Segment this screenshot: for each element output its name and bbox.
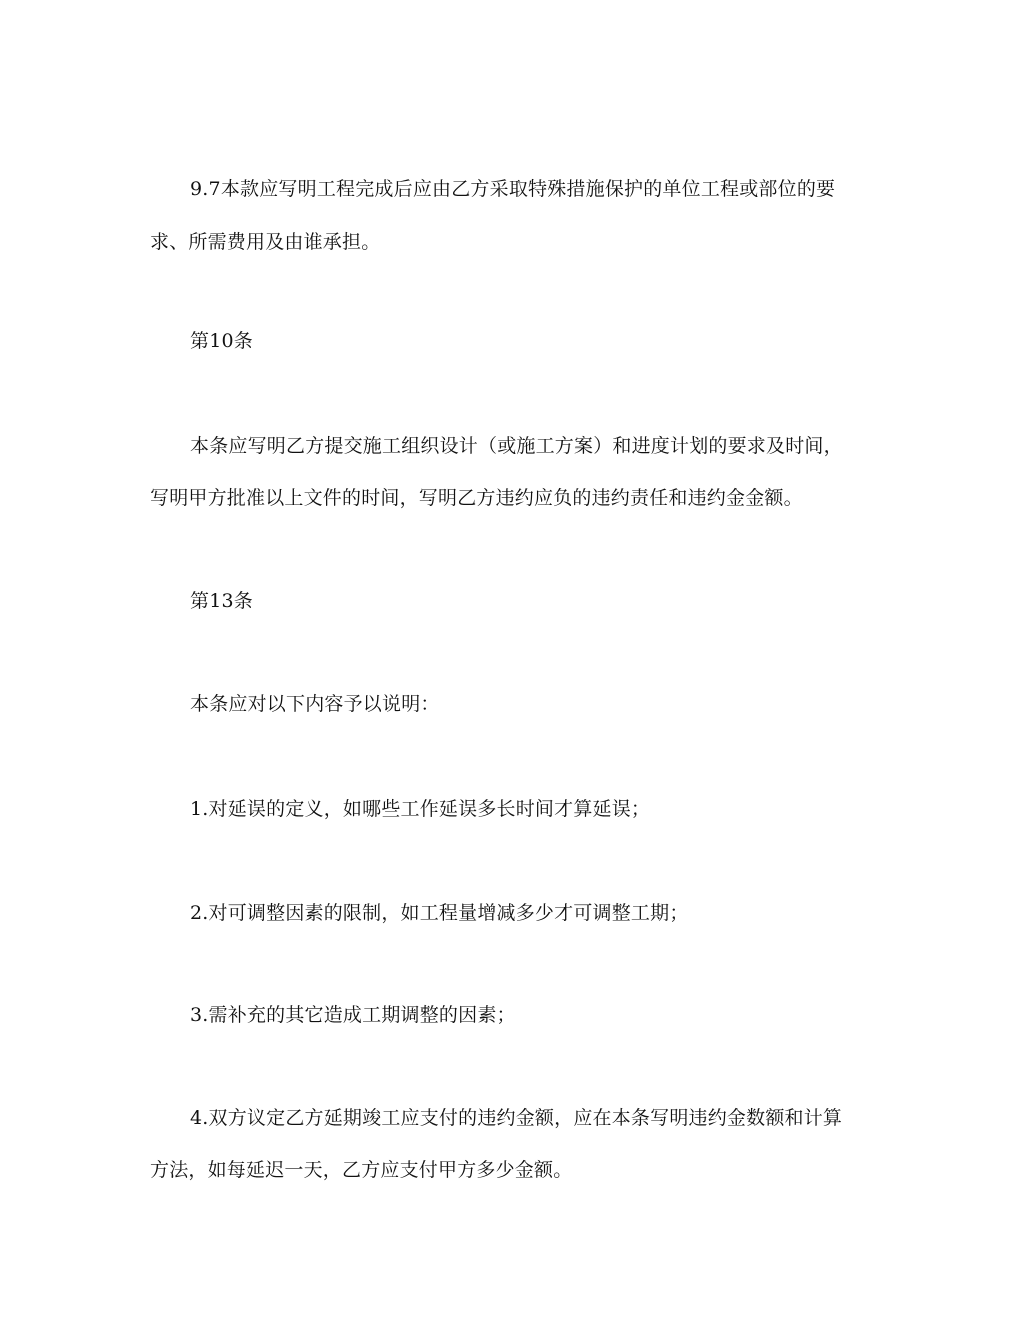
article-10-heading: 第10条 xyxy=(190,330,253,352)
list-item-4-line-1: 4.双方议定乙方延期竣工应支付的违约金额，应在本条写明违约金数额和计算 xyxy=(190,1107,843,1129)
paragraph-9-7-line-1: 9.7本款应写明工程完成后应由乙方采取特殊措施保护的单位工程或部位的要 xyxy=(190,178,836,200)
paragraph-10-line-1: 本条应写明乙方提交施工组织设计（或施工方案）和进度计划的要求及时间， xyxy=(190,435,843,457)
paragraph-10-line-2: 写明甲方批准以上文件的时间，写明乙方违约应负的违约责任和违约金金额。 xyxy=(150,487,803,509)
paragraph-9-7-line-2: 求、所需费用及由谁承担。 xyxy=(150,231,381,253)
paragraph-13-intro: 本条应对以下内容予以说明： xyxy=(190,693,440,715)
list-item-3: 3.需补充的其它造成工期调整的因素； xyxy=(190,1004,516,1026)
list-item-4-line-2: 方法，如每延迟一天，乙方应支付甲方多少金额。 xyxy=(150,1159,573,1181)
list-item-1: 1.对延误的定义，如哪些工作延误多长时间才算延误； xyxy=(190,798,651,820)
article-13-heading: 第13条 xyxy=(190,590,253,612)
list-item-2: 2.对可调整因素的限制，如工程量增减多少才可调整工期； xyxy=(190,902,689,924)
